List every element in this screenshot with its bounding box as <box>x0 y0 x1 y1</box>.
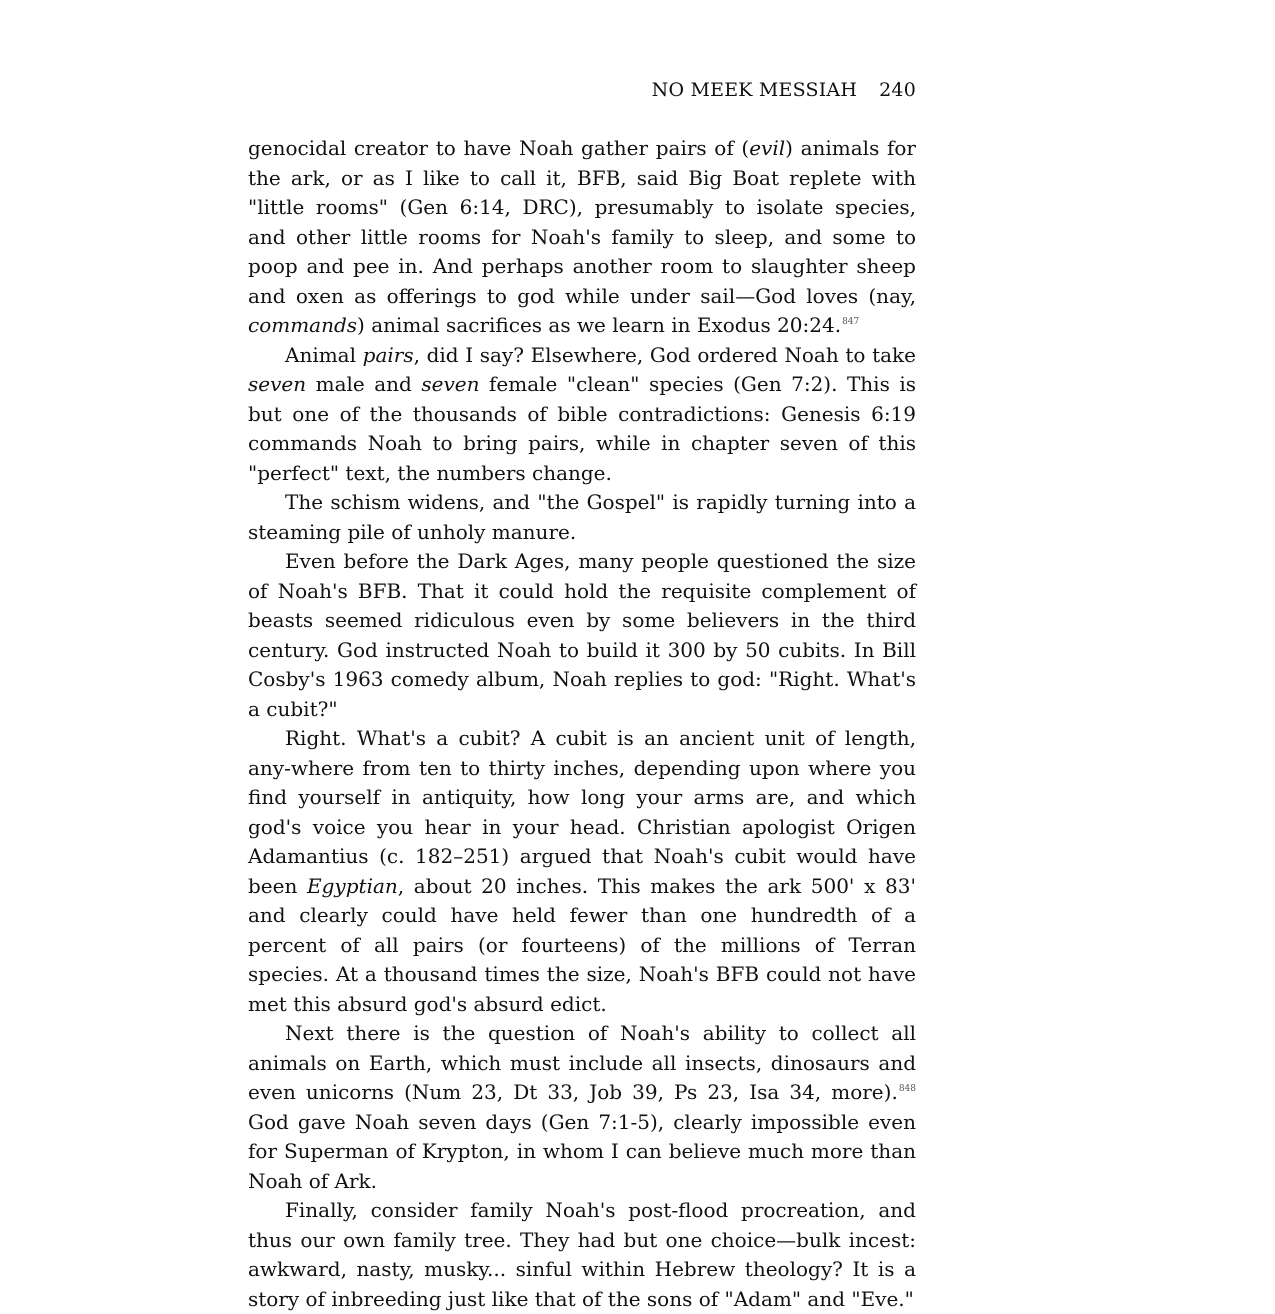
italic-text: commands <box>248 313 358 337</box>
text-run: male and <box>306 372 422 396</box>
footnote-marker: 848 <box>898 1084 916 1094</box>
paragraph <box>248 341 916 489</box>
paragraph <box>248 134 916 341</box>
text-run: Finally, consider family Noah's post-flood procreation, and thus our own family tree. They had but one choice—bulk incest: awkward, nasty, musky... sinful within Hebrew theology? It is a story of inbreeding just like that of the sons of "Adam" and "Eve." <box>248 1198 916 1311</box>
text-run: ) animals for the ark, or as I like to call it, BFB, said Big Boat replete with "little rooms" (Gen 6:14, DRC), presumably to isolate species, and other little rooms for Noah's family to sleep, and some to poop and pee in. And perhaps another room to slaughter sheep and oxen as offerings to god while under sail—God loves (nay, <box>248 136 916 308</box>
paragraph <box>248 1196 916 1314</box>
text-run: ) animal sacrifices as we learn in Exodus 20:24. <box>357 313 842 337</box>
italic-text: evil <box>749 136 786 160</box>
text-run: Next there is the question of Noah's ability to collect all animals on Earth, which must include all insects, dinosaurs and even unicorns (Num 23, Dt 33, Job 39, Ps 23, Isa 34, more). <box>248 1021 916 1104</box>
italic-text: seven <box>248 372 307 396</box>
running-header <box>248 79 916 101</box>
text-run: genocidal creator to have Noah gather pairs of ( <box>248 136 750 160</box>
text-run: Right. What's a cubit? A cubit is an ancient unit of length, any-where from ten to thirty inches, depending upon where you find yourself in antiquity, how long your arms are, and which god's voice you hear in your head. Christian apologist Origen Adamantius (c. 182–251) argued that Noah's cubit would have been <box>248 726 916 898</box>
footnote-marker: 847 <box>842 317 860 327</box>
running-title: NO MEEK MESSIAH <box>651 79 858 101</box>
text-run: , about 20 inches. This makes the ark 500' x 83' and clearly could have held fewer than one hundredth of a percent of all pairs (or fourteens) of the millions of Terran species. At a thousand times the size, Noah's BFB could not have met this absurd god's absurd edict. <box>248 873 916 1016</box>
page-number: 240 <box>879 79 916 101</box>
paragraph <box>248 1019 916 1196</box>
italic-text: pairs <box>362 342 414 367</box>
text-run: Even before the Dark Ages, many people questioned the size of Noah's BFB. That it could hold the requisite complement of beasts seemed ridiculous even by some believers in the third century. God instructed Noah to build it 300 by 50 cubits. In Bill Cosby's 1963 comedy album, Noah replies to god: "Right. What's a cubit?" <box>248 549 916 721</box>
body-text <box>248 134 916 1314</box>
text-run: , did I say? Elsewhere, God ordered Noah to take <box>413 342 916 367</box>
italic-text: Egyptian <box>307 873 398 898</box>
text-run: The schism widens, and "the Gospel" is rapidly turning into a steaming pile of unholy manure. <box>248 490 916 544</box>
paragraph <box>248 724 916 1019</box>
italic-text: seven <box>421 372 480 396</box>
text-run: God gave Noah seven days (Gen 7:1-5), clearly impossible even for Superman of Krypton, in whom I can believe much more than Noah of Ark. <box>248 1109 916 1193</box>
text-run: female "clean" species (Gen 7:2). This is but one of the thousands of bible contradictions: Genesis 6:19 commands Noah to bring pairs, while in chapter seven of this "perfect" text, the numbers change. <box>248 372 916 485</box>
paragraph <box>248 488 916 547</box>
text-run: Animal <box>285 342 363 367</box>
paragraph <box>248 547 916 724</box>
